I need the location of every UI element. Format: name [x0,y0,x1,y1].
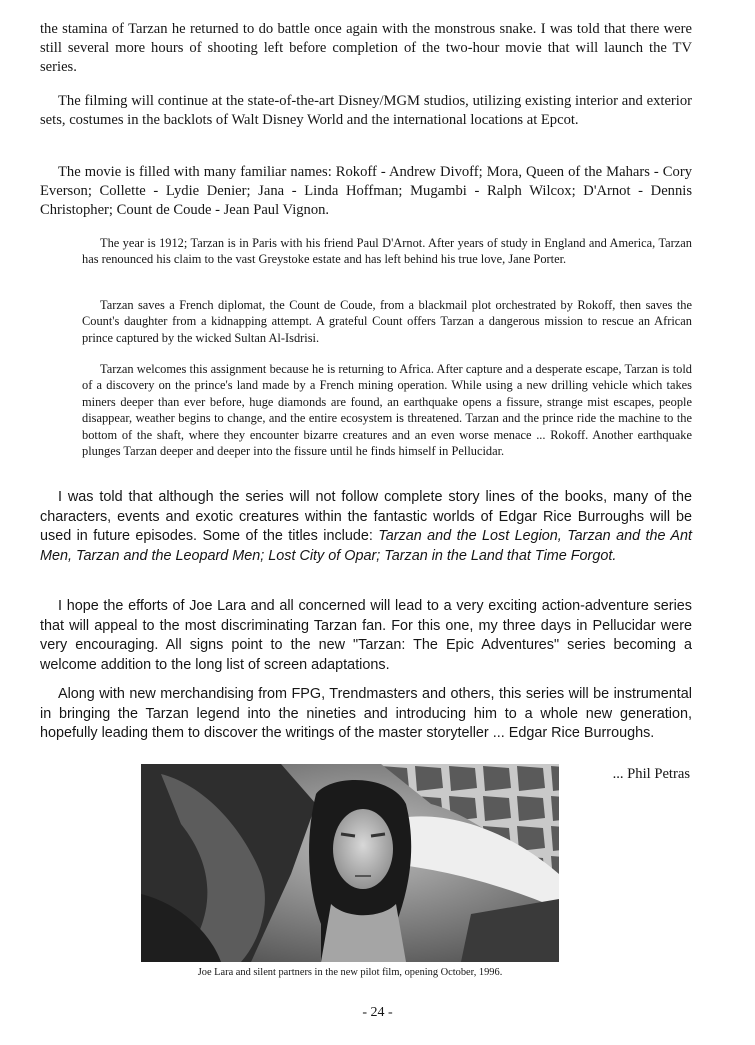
paragraph-merchandising: Along with new merchandising from FPG, Trendmasters and others, this series will be instrumental in bringing the Tarzan legend into the nineties and introducing him to a whole new generation, hopefully leading them to discover the writings of the master storyteller ... Edgar Rice Burroughs. [40,686,692,742]
paragraph-series-titles [40,488,692,566]
page-number: - 24 - [362,1005,393,1020]
photo-caption: Joe Lara and silent partners in the new pilot film, opening October, 1996. [197,967,503,978]
article-photo [141,764,559,962]
paragraph-stamina: the stamina of Tarzan he returned to do battle once again with the monstrous snake. I was told that there were still several more hours of shooting left before completion of the two-hour movie that will launch the TV series. [40,21,692,75]
paragraph-hope: I hope the efforts of Joe Lara and all concerned will lead to a very exciting action-adventure series that will appeal to the most discriminating Tarzan fan. For this one, my three days in Pellucidar were very encouraging. All signs point to the new "Tarzan: The Epic Adventures" series becoming a welcome addition to the long list of screen adaptations. [40,598,692,673]
paragraph-filming: The filming will continue at the state-of-the-art Disney/MGM studios, utilizing existing interior and exterior sets, costumes in the backlots of Walt Disney World and the international locations at Epcot. [40,93,692,128]
synopsis-paragraph-3: Tarzan welcomes this assignment because he is returning to Africa. After capture and a desperate escape, Tarzan is told of a discovery on the prince's land made by a French mining operation. While using a new drilling vehicle which takes miners deeper than ever before, huge diamonds are found, an earthquake opens a fissure, strange mist escapes, people disappear, weather begins to change, and the entire ecosystem is threatened. Tarzan and the prince ride the machine to the bottom of the shaft, where they encounter bizarre creatures and an even worse menace ... Rokoff. Another earthquake plunges Tarzan deeper and deeper into the fissure until he finds himself in Pellucidar. [82,362,692,459]
series-paragraph-lead: I was told that although the series will not follow complete story lines of the books, many of the characters, events and exotic creatures within the fantastic worlds of Edgar Rice Burroughs will be used in future episodes. Some of the titles include: [40,489,692,545]
episode-titles: Tarzan and the Lost Legion, Tarzan and the Ant Men, Tarzan and the Leopard Men; Lost City of Opar; Tarzan in the Land that Time Forgot. [40,528,692,564]
author-signature: ... Phil Petras [612,766,690,782]
paragraph-cast: The movie is filled with many familiar names: Rokoff - Andrew Divoff; Mora, Queen of the Mahars - Cory Everson; Collette - Lydie Denier; Jana - Linda Hoffman; Mugambi - Ralph Wilcox; D'Arnot - Dennis Christopher; Count de Coude - Jean Paul Vignon. [40,164,692,218]
synopsis-paragraph-1: The year is 1912; Tarzan is in Paris with his friend Paul D'Arnot. After years of study in England and America, Tarzan has renounced his claim to the vast Greystoke estate and has left behind his true love, Jane Porter. [82,236,692,267]
synopsis-paragraph-2: Tarzan saves a French diplomat, the Count de Coude, from a blackmail plot orchestrated by Rokoff, then saves the Count's daughter from a kidnapping attempt. A grateful Count offers Tarzan a dangerous mission to rescue an African prince captured by the wicked Sultan Al-Isdrisi. [82,298,692,345]
